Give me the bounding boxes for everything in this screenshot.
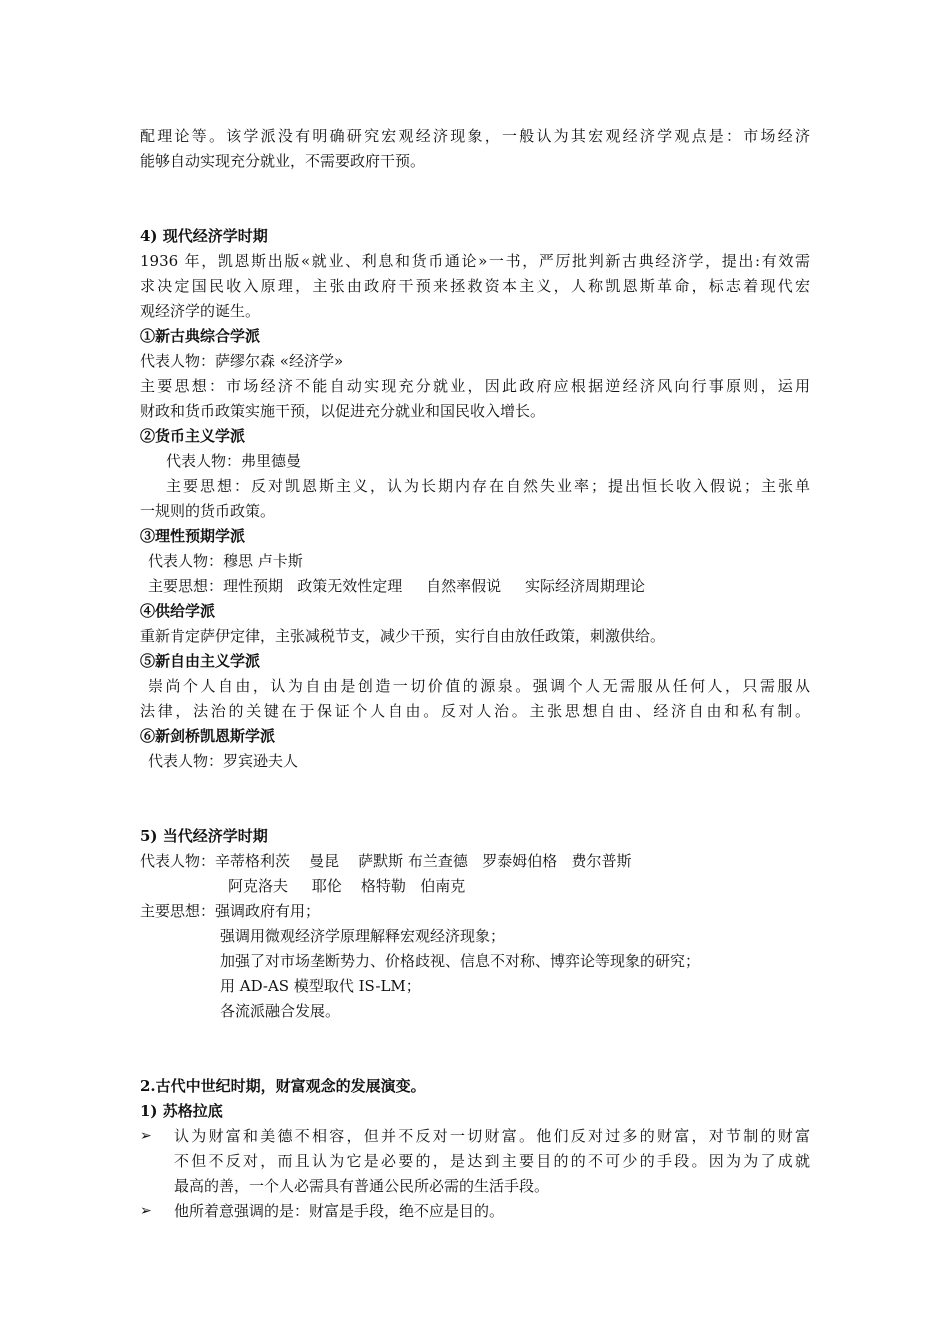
intro-line-2: 能够自动实现充分就业，不需要政府干预。 [140,152,426,170]
school-5-idea-line-1: 崇尚个人自由，认为自由是创造一切价值的源泉。强调个人无需服从任何人，只需服从 [148,677,810,695]
section-5-heading: 5) 当代经济学时期 [140,827,268,845]
bullet-1-line-2: 不但不反对，而且认为它是必要的，是达到主要目的的不可少的手段。因为为了成就 [174,1152,810,1170]
school-5-title: ⑤新自由主义学派 [140,652,261,670]
arrow-bullet-icon: ➢ [140,1203,152,1219]
section-4-heading: 4) 现代经济学时期 [140,227,268,245]
section-5-idea-item: 强调用微观经济学原理解释宏观经济现象； [220,927,506,945]
school-1-idea-line-1: 主要思想：市场经济不能自动实现充分就业，因此政府应根据逆经济风向行事原则，运用 [140,377,810,395]
section-5-rep-line-2: 阿克洛夫 耶伦 格特勒 伯南克 [228,877,466,895]
school-6-rep: 代表人物：罗宾逊夫人 [148,752,299,770]
section-5-rep-line-1: 代表人物：辛蒂格利茨 曼昆 萨默斯 布兰查德 罗泰姆伯格 费尔普斯 [140,852,632,870]
intro-line-1: 配理论等。该学派没有明确研究宏观经济现象，一般认为其宏观经济学观点是：市场经济 [140,127,810,145]
bullet-1-line-1: 认为财富和美德不相容，但并不反对一切财富。他们反对过多的财富，对节制的财富 [174,1127,810,1145]
section-5-idea-item: 用 AD-AS 模型取代 IS-LM； [220,977,421,995]
school-3-title: ③理性预期学派 [140,527,246,545]
school-4-idea: 重新肯定萨伊定律，主张减税节支，减少干预，实行自由放任政策，刺激供给。 [140,627,666,645]
section-5-idea-item: 加强了对市场垄断势力、价格歧视、信息不对称、博弈论等现象的研究； [220,952,701,970]
question-2-subheading: 1) 苏格拉底 [140,1102,223,1120]
section-5-idea-label: 主要思想：强调政府有用； [140,902,321,920]
section-5-idea-item: 各流派融合发展。 [220,1002,341,1020]
school-3-idea: 主要思想：理性预期 政策无效性定理 自然率假说 实际经济周期理论 [148,577,645,595]
school-1-rep: 代表人物：萨缪尔森 «经济学» [140,352,344,370]
school-2-title: ②货币主义学派 [140,427,246,445]
question-2-heading: 2.古代中世纪时期，财富观念的发展演变。 [140,1077,426,1095]
school-3-rep: 代表人物：穆思 卢卡斯 [148,552,303,570]
section-4-para-line-3: 观经济学的诞生。 [140,302,261,320]
school-4-title: ④供给学派 [140,602,216,620]
bullet-1-line-3: 最高的善，一个人必需具有普通公民所必需的生活手段。 [174,1177,550,1195]
bullet-2-text: 他所着意强调的是：财富是手段，绝不应是目的。 [174,1202,505,1220]
school-1-idea-line-2: 财政和货币政策实施干预，以促进充分就业和国民收入增长。 [140,402,546,420]
school-6-title: ⑥新剑桥凯恩斯学派 [140,727,276,745]
section-4-para-line-2: 求决定国民收入原理，主张由政府干预来拯救资本主义，人称凯恩斯革命，标志着现代宏 [140,277,810,295]
school-5-idea-line-2: 法律，法治的关键在于保证个人自由。反对人治。主张思想自由、经济自由和私有制。 [140,702,810,720]
school-1-title: ①新古典综合学派 [140,327,261,345]
section-4-para-line-1: 1936 年，凯恩斯出版«就业、利息和货币通论»一书，严厉批判新古典经济学，提出:有效需 [140,252,810,270]
school-2-idea-line-1: 主要思想：反对凯恩斯主义，认为长期内存在自然失业率；提出恒长收入假说；主张单 [166,477,810,495]
arrow-bullet-icon: ➢ [140,1128,152,1144]
school-2-idea-line-2: 一规则的货币政策。 [140,502,276,520]
school-2-rep: 代表人物：弗里德曼 [166,452,302,470]
